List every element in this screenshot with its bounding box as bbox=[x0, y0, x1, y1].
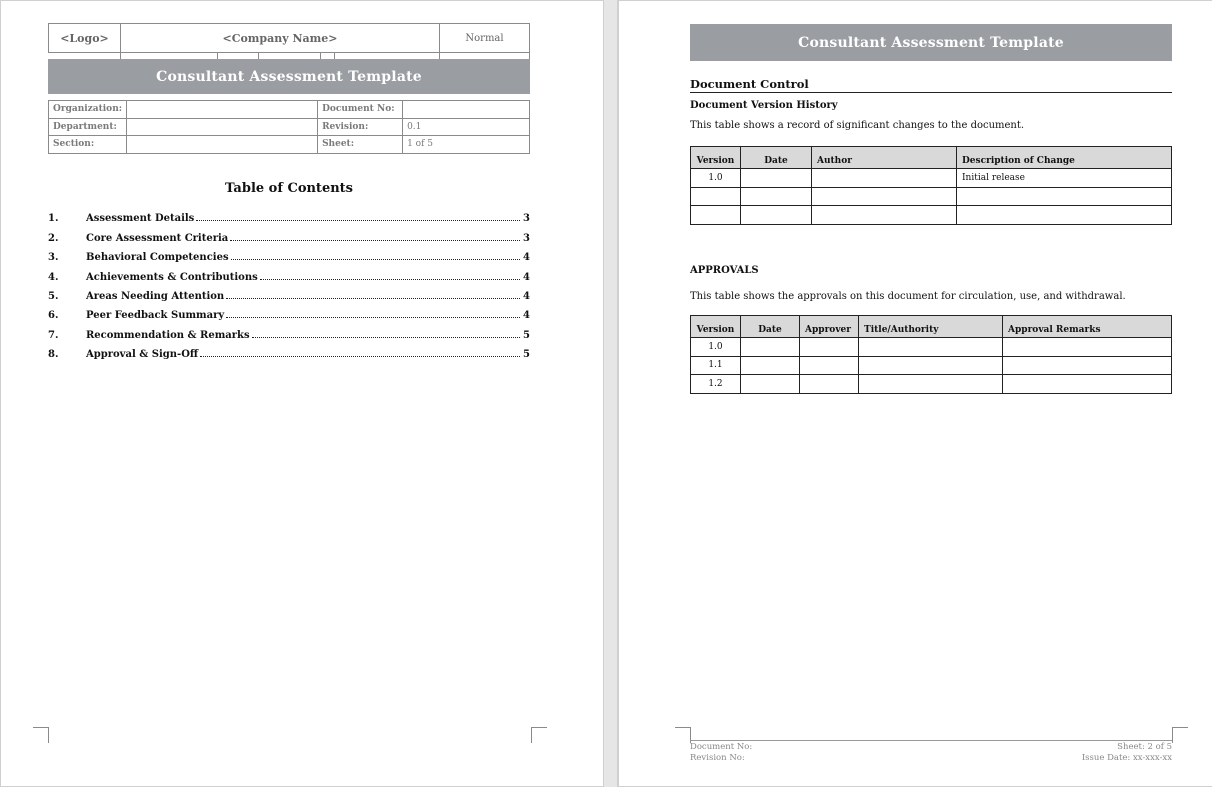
footer-rule bbox=[690, 740, 1172, 741]
company-name: <Company Name> bbox=[121, 24, 440, 52]
cell bbox=[741, 375, 800, 394]
toc-page: 3 bbox=[523, 233, 530, 244]
col-header: Date bbox=[741, 147, 812, 169]
col-header: Author bbox=[812, 147, 957, 169]
org-value bbox=[127, 101, 318, 119]
toc-page: 4 bbox=[523, 272, 530, 283]
footer-sheet: Sheet: 2 of 5 bbox=[1117, 742, 1172, 752]
toc-entry[interactable] bbox=[48, 346, 530, 360]
col-header: Version bbox=[691, 147, 741, 169]
toc-title: Core Assessment Criteria bbox=[86, 233, 229, 244]
cell: 1.1 bbox=[691, 356, 741, 375]
toc-leader bbox=[231, 259, 520, 260]
toc-leader bbox=[226, 298, 520, 299]
table-row bbox=[691, 169, 1172, 188]
cell bbox=[800, 338, 859, 357]
dept-value bbox=[127, 118, 318, 136]
heading-rule bbox=[690, 92, 1172, 93]
cell bbox=[1003, 356, 1172, 375]
sheet-label: Sheet: bbox=[318, 136, 403, 154]
cell bbox=[741, 356, 800, 375]
col-header: Version bbox=[691, 316, 741, 338]
cell bbox=[859, 338, 1003, 357]
cell bbox=[1003, 338, 1172, 357]
toc-page: 3 bbox=[523, 213, 530, 224]
section-label: Section: bbox=[49, 136, 127, 154]
col-header: Description of Change bbox=[957, 147, 1172, 169]
toc-entry[interactable] bbox=[48, 249, 530, 263]
footer-issue-date: Issue Date: xx-xxx-xx bbox=[1081, 753, 1172, 763]
toc-page: 5 bbox=[523, 349, 530, 360]
cell: Initial release bbox=[957, 169, 1172, 188]
title-banner-page-2: Consultant Assessment Template bbox=[690, 24, 1172, 61]
org-label: Organization: bbox=[49, 101, 127, 119]
col-header: Approver bbox=[800, 316, 859, 338]
toc-entry[interactable] bbox=[48, 210, 530, 224]
crop-mark bbox=[531, 727, 547, 743]
cell bbox=[812, 169, 957, 188]
docno-label: Document No: bbox=[318, 101, 403, 119]
footer-doc-no: Document No: bbox=[690, 742, 753, 752]
cell bbox=[812, 206, 957, 225]
version-history-table bbox=[690, 146, 1172, 225]
cell bbox=[741, 338, 800, 357]
page-2 bbox=[618, 0, 1212, 787]
cell: 1.2 bbox=[691, 375, 741, 394]
cell bbox=[691, 187, 741, 206]
toc-entry[interactable] bbox=[48, 230, 530, 244]
document-info-table bbox=[48, 100, 530, 154]
cell bbox=[812, 187, 957, 206]
cell bbox=[691, 206, 741, 225]
toc-title: Achievements & Contributions bbox=[86, 272, 258, 283]
toc-number: 8. bbox=[48, 349, 59, 360]
toc-title: Peer Feedback Summary bbox=[86, 310, 225, 321]
toc-number: 4. bbox=[48, 272, 59, 283]
cell bbox=[957, 187, 1172, 206]
col-header: Date bbox=[741, 316, 800, 338]
toc-entry[interactable] bbox=[48, 269, 530, 283]
toc-page: 4 bbox=[523, 291, 530, 302]
toc-number: 5. bbox=[48, 291, 59, 302]
page-gap bbox=[603, 0, 618, 787]
document-control-heading: Document Control bbox=[690, 77, 809, 91]
revision-value: 0.1 bbox=[403, 118, 530, 136]
toc-heading: Table of Contents bbox=[225, 181, 353, 196]
toc-title: Recommendation & Remarks bbox=[86, 330, 250, 341]
toc-page: 4 bbox=[523, 252, 530, 263]
approvals-description: This table shows the approvals on this document for circulation, use, and withdrawal. bbox=[690, 291, 1126, 302]
toc-title: Assessment Details bbox=[86, 213, 195, 224]
cell bbox=[957, 206, 1172, 225]
toc-number: 7. bbox=[48, 330, 59, 341]
crop-mark bbox=[33, 727, 49, 743]
version-history-heading: Document Version History bbox=[690, 100, 838, 111]
toc-leader bbox=[226, 317, 520, 318]
section-value bbox=[127, 136, 318, 154]
style-label: Normal bbox=[465, 32, 504, 44]
table-row bbox=[691, 375, 1172, 394]
toc-number: 6. bbox=[48, 310, 59, 321]
table-row bbox=[691, 187, 1172, 206]
table-row bbox=[691, 338, 1172, 357]
logo-placeholder: <Logo> bbox=[49, 24, 121, 52]
cell bbox=[800, 356, 859, 375]
table-row bbox=[691, 206, 1172, 225]
toc-leader bbox=[252, 337, 520, 338]
approvals-table bbox=[690, 315, 1172, 394]
toc-number: 1. bbox=[48, 213, 59, 224]
toc-entry[interactable] bbox=[48, 307, 530, 321]
docno-value bbox=[403, 101, 530, 119]
toc-number: 2. bbox=[48, 233, 59, 244]
toc-leader bbox=[260, 279, 520, 280]
toc-entry[interactable] bbox=[48, 288, 530, 302]
cell bbox=[1003, 375, 1172, 394]
toc-leader bbox=[230, 240, 520, 241]
sheet-value: 1 of 5 bbox=[403, 136, 530, 154]
version-history-description: This table shows a record of significant changes to the document. bbox=[690, 120, 1025, 131]
cell bbox=[741, 187, 812, 206]
toc-page: 4 bbox=[523, 310, 530, 321]
toc-leader bbox=[196, 220, 520, 221]
toc-leader bbox=[200, 356, 520, 357]
title-banner: Consultant Assessment Template bbox=[48, 59, 530, 94]
revision-label: Revision: bbox=[318, 118, 403, 136]
approvals-heading: APPROVALS bbox=[690, 265, 759, 276]
toc-title: Areas Needing Attention bbox=[86, 291, 225, 302]
cell bbox=[741, 169, 812, 188]
cell: 1.0 bbox=[691, 338, 741, 357]
cell bbox=[859, 375, 1003, 394]
footer-revision-no: Revision No: bbox=[690, 753, 745, 763]
toc-title: Approval & Sign-Off bbox=[86, 349, 199, 360]
toc-page: 5 bbox=[523, 330, 530, 341]
toc-entry[interactable] bbox=[48, 327, 530, 341]
cell bbox=[859, 356, 1003, 375]
cell bbox=[741, 206, 812, 225]
crop-mark bbox=[675, 727, 691, 743]
dept-label: Department: bbox=[49, 118, 127, 136]
toc-title: Behavioral Competencies bbox=[86, 252, 229, 263]
col-header: Approval Remarks bbox=[1003, 316, 1172, 338]
table-row bbox=[691, 356, 1172, 375]
document-header bbox=[48, 23, 530, 53]
col-header: Title/Authority bbox=[859, 316, 1003, 338]
cell bbox=[800, 375, 859, 394]
toc-number: 3. bbox=[48, 252, 59, 263]
crop-mark bbox=[1172, 727, 1188, 743]
cell: 1.0 bbox=[691, 169, 741, 188]
